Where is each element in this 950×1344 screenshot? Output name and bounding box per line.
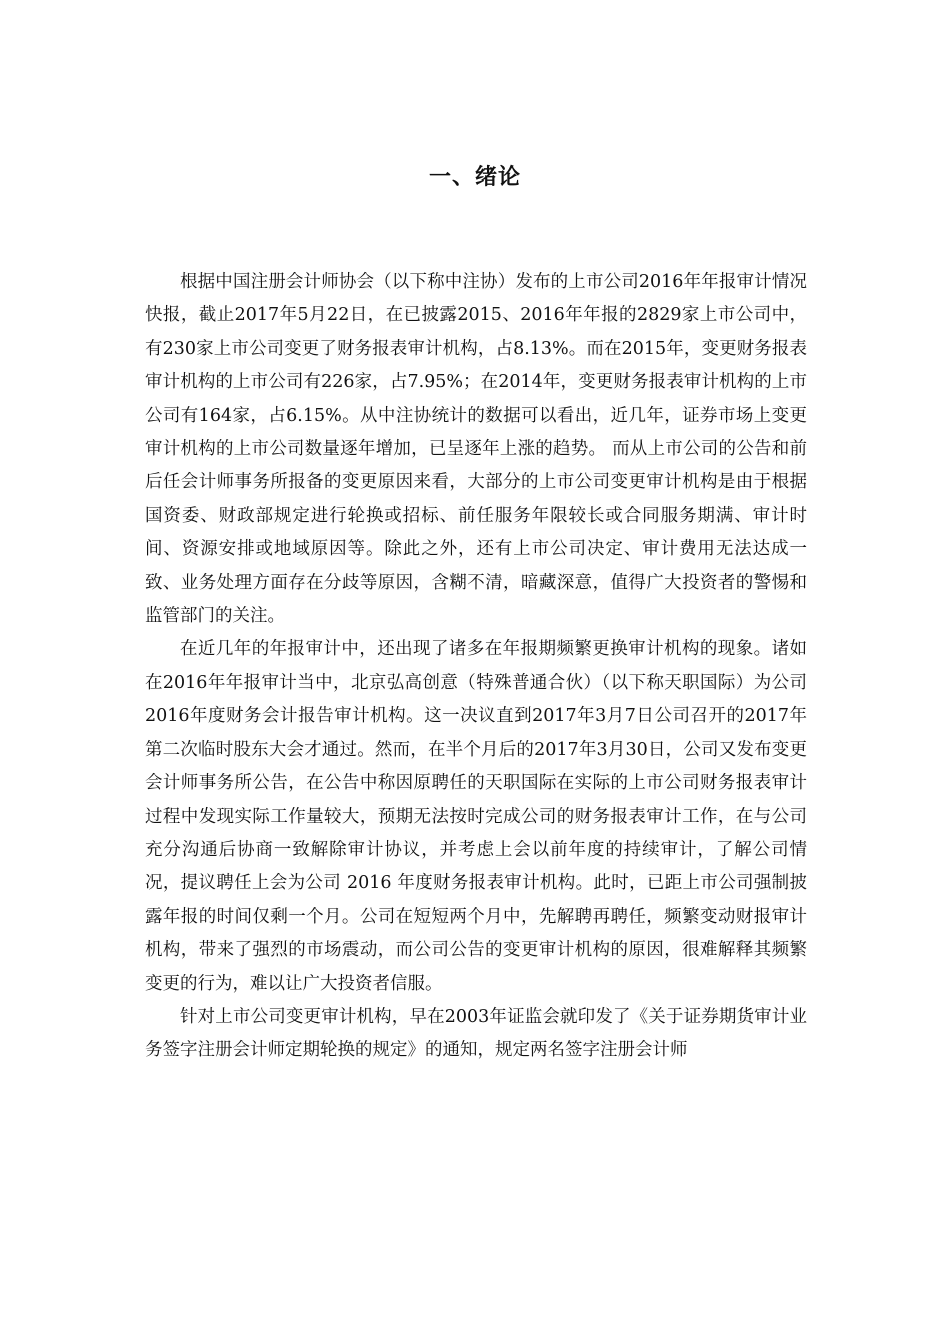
section-heading: 一、绪论 <box>428 165 521 190</box>
paragraph: 针对上市公司变更审计机构，早在2003年证监会就印发了《关于证券期货审计业务签字注册会计师定期轮换的规定》的通知，规定两名签字注册会计师 <box>145 1006 807 1061</box>
paragraph: 在近几年的年报审计中，还出现了诸多在年报期频繁更换审计机构的现象。诸如在2016年年报审计当中，北京弘高创意（特殊普通合伙）（以下称天职国际）为公司 2016年度财务会计报告审计机构。这一决议直到2017年3月7日公司召开的2017年第二次临时股东大会才通过。然而，在半个月后的2017年3月30日，公司又发布变更会计师事务所公告，在公告中称因原聘任的天职国际在实际的上市公司财务报表审计过程中发现实际工作量较大，预期无法按时完成公司的财务报表审计工作，在与公司充分沟通后协商一致解除审计协议，并考虑上会以前年度的持续审计，了解公司情况，提议聘任上会为公司 2016 年度财务报表审计机构。此时，已距上市公司强制披露年报的时间仅剩一个月。公司在短短两个月中，先解聘再聘任，频繁变动财报审计机构，带来了强烈的市场震动，而公司公告的变更审计机构的原因，很难解释其频繁变更的行为，难以让广大投资者信服。 <box>145 639 807 994</box>
paragraph: 根据中国注册会计师协会（以下称中注协）发布的上市公司2016年年报审计情况快报，截止2017年5月22日，在已披露2015、2016年年报的2829家上市公司中，有230家上市公司变更了财务报表审计机构，占8.13%。而在2015年，变更财务报表审计机构的上市公司有226家，占7.95%；在2014年，变更财务报表审计机构的上市公司有164家，占6.15%。从中注协统计的数据可以看出，近几年，证券市场上变更审计机构的上市公司数量逐年增加，已呈逐年上涨的趋势。 而从上市公司的公告和前后任会计师事务所报备的变更原因来看，大部分的上市公司变更审计机构是由于根据国资委、财政部规定进行轮换或招标、前任服务年限较长或合同服务期满、审计时间、资源安排或地域原因等。除此之外，还有上市公司决定、审计费用无法达成一致、业务处理方面存在分歧等原因，含糊不清，暗藏深意，值得广大投资者的警惕和监管部门的关注。 <box>145 272 807 627</box>
body-text <box>145 266 807 1068</box>
